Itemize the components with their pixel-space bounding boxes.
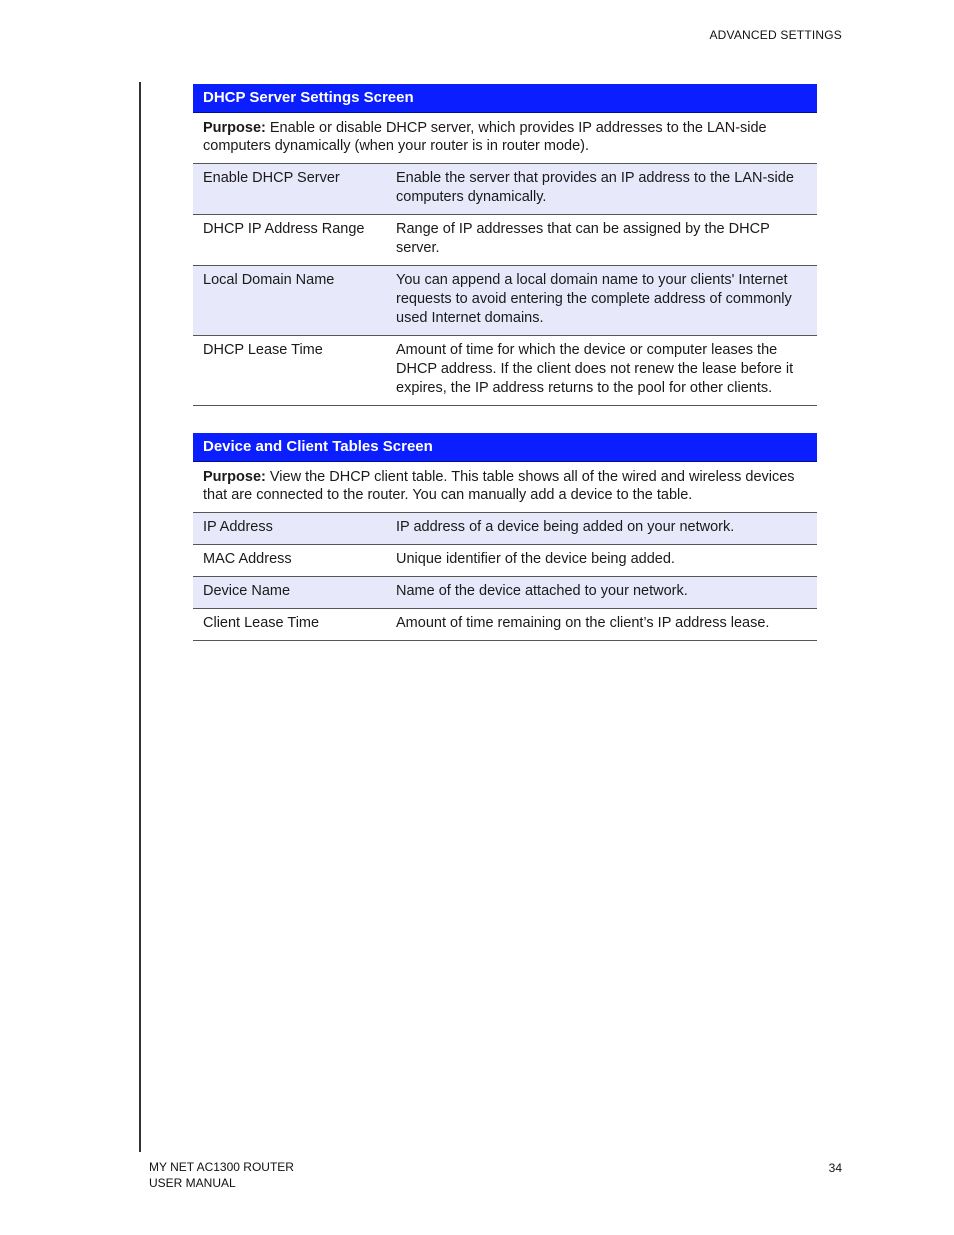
table-row	[193, 164, 817, 215]
row-term: MAC Address	[203, 551, 292, 567]
table-row	[193, 513, 817, 545]
table-row	[193, 609, 817, 641]
running-head: ADVANCED SETTINGS	[709, 28, 842, 42]
row-term: Enable DHCP Server	[203, 170, 340, 186]
purpose-text	[193, 113, 817, 164]
page-number: 34	[828, 1161, 842, 1175]
row-term: DHCP IP Address Range	[203, 221, 365, 237]
table-row	[193, 266, 817, 336]
footer-doc: USER MANUAL	[149, 1176, 236, 1190]
margin-rule	[139, 82, 141, 1152]
table-row	[193, 577, 817, 609]
row-description: Unique identifier of the device being added.	[396, 551, 675, 567]
section-title: DHCP Server Settings Screen	[193, 84, 817, 113]
row-description: Enable the server that provides an IP address to the LAN-side computers dynamically.	[396, 170, 794, 205]
table-row	[193, 215, 817, 266]
purpose-body: Enable or disable DHCP server, which provides IP addresses to the LAN-side computers dynamically (when your router is in router mode).	[203, 120, 767, 154]
row-description: Amount of time remaining on the client’s IP address lease.	[396, 615, 770, 631]
purpose-body: View the DHCP client table. This table shows all of the wired and wireless devices that are connected to the router. You can manually add a device to the table.	[203, 469, 795, 503]
row-description: Amount of time for which the device or computer leases the DHCP address. If the client does not renew the lease before it expires, the IP address returns to the pool for other clients.	[396, 342, 794, 396]
row-term: Local Domain Name	[203, 272, 335, 288]
dhcp-server-settings-table	[193, 84, 817, 406]
row-term: DHCP Lease Time	[203, 342, 323, 358]
device-client-tables-table	[193, 433, 817, 641]
row-description: IP address of a device being added on your network.	[396, 519, 735, 535]
section-title: Device and Client Tables Screen	[193, 433, 817, 462]
row-term: Client Lease Time	[203, 615, 320, 631]
purpose-label: Purpose:	[203, 469, 266, 485]
row-description: You can append a local domain name to your clients' Internet requests to avoid entering the complete address of commonly used Internet domains.	[396, 272, 792, 326]
footer-product-info	[149, 1159, 294, 1191]
row-term: IP Address	[203, 519, 273, 535]
purpose-label: Purpose:	[203, 120, 266, 136]
table-row	[193, 336, 817, 406]
row-description: Name of the device attached to your network.	[396, 583, 688, 599]
footer-product: MY NET AC1300 ROUTER	[149, 1160, 294, 1174]
purpose-text	[193, 462, 817, 513]
row-description: Range of IP addresses that can be assigned by the DHCP server.	[396, 221, 770, 256]
table-row	[193, 545, 817, 577]
row-term: Device Name	[203, 583, 291, 599]
